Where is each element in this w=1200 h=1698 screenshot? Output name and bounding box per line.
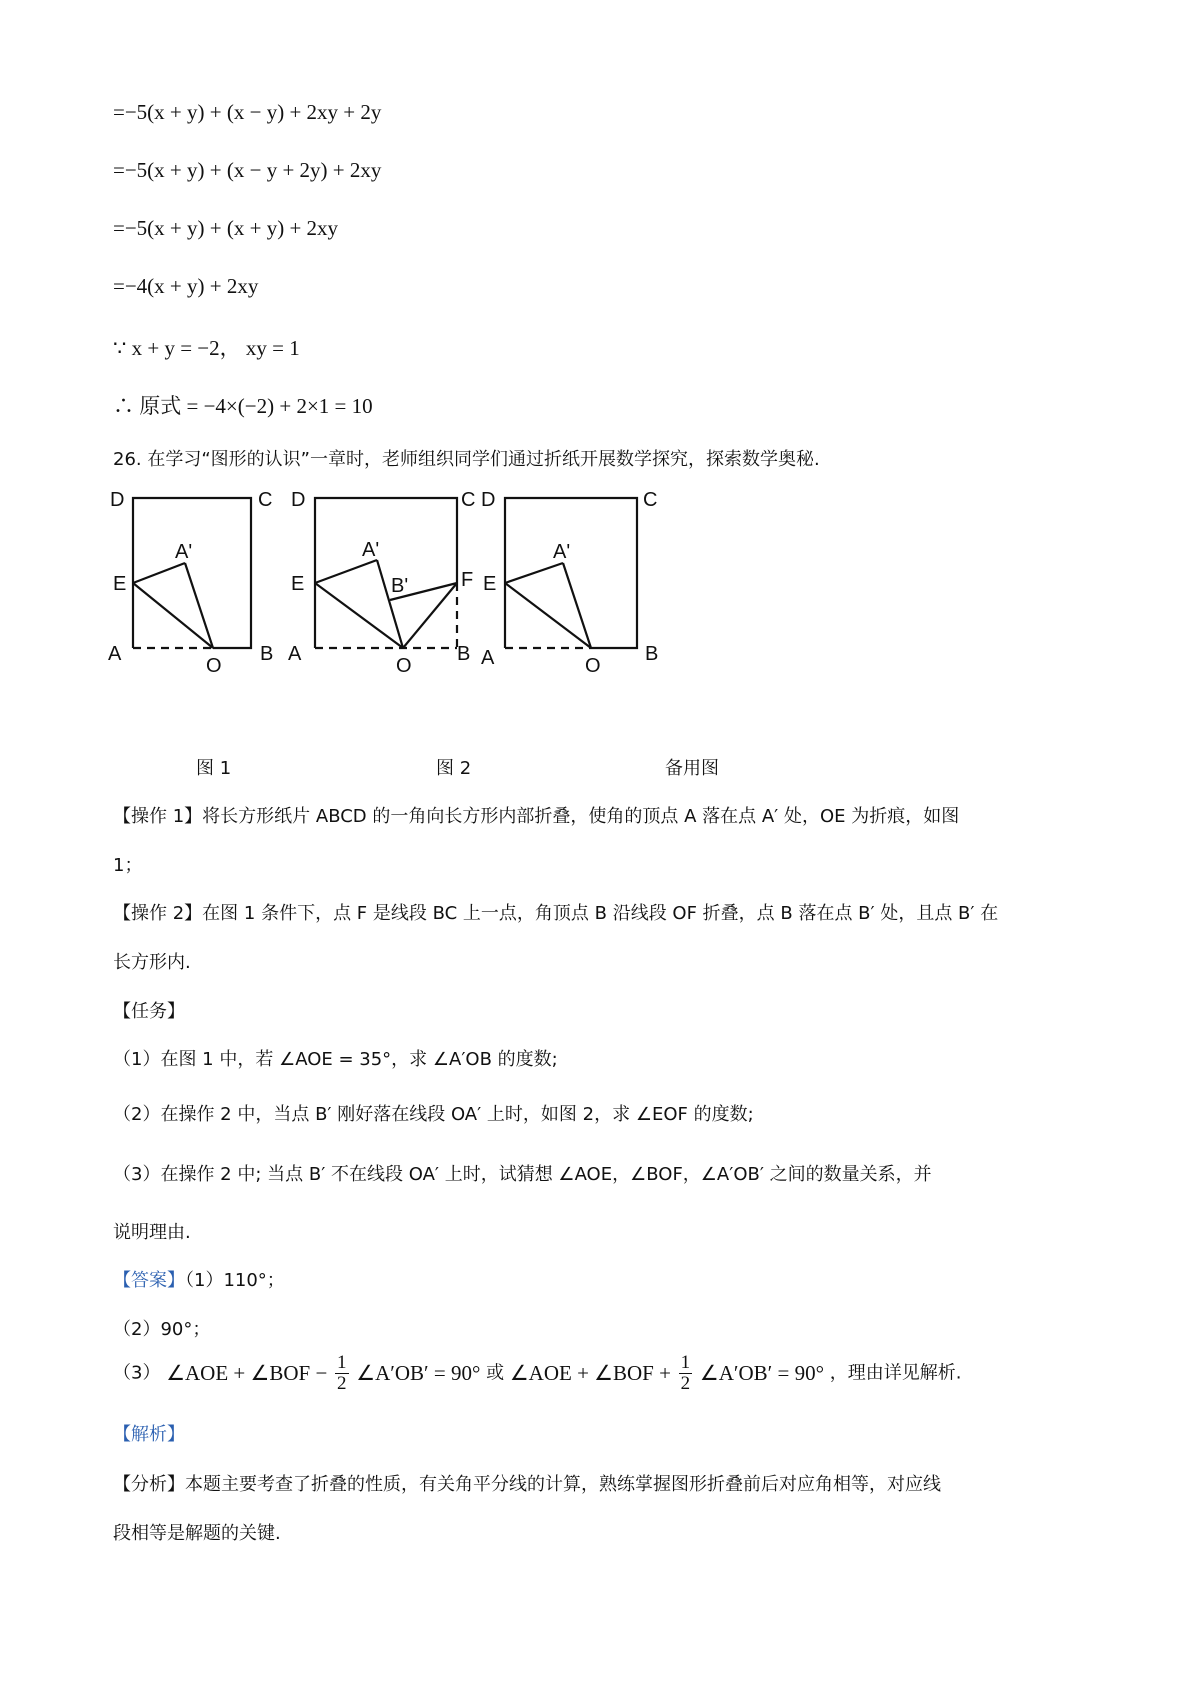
fig1-label-A: A: [108, 643, 122, 665]
derivation-line-2: =−5(x + y) + (x − y + 2y) + 2xy: [113, 158, 382, 182]
answer-3-suffix: ，理由详见解析.: [829, 1362, 962, 1384]
answer-1-row: [113, 1266, 285, 1292]
question-2: （2）在操作 2 中，当点 B′ 刚好落在线段 OA′ 上时，如图 2，求 ∠EOF 的度数;: [113, 1104, 754, 1125]
answer-3-expr2-right: ∠A′OB′ = 90°: [699, 1360, 824, 1385]
operation-2-text: 【操作 2】在图 1 条件下，点 F 是线段 BC 上一点，角顶点 B 沿线段 OF 折叠，点 B 落在点 B′ 处，且点 B′ 在: [113, 903, 999, 924]
fig1-label-D: D: [110, 489, 125, 511]
fig1-label-C: C: [258, 489, 273, 511]
answer-3-half-2: [679, 1353, 693, 1394]
answer-3-expr1-left: ∠AOE + ∠BOF −: [166, 1360, 328, 1385]
fig2-label-Bprime: B': [391, 575, 409, 597]
figure-2-diagram: [315, 498, 457, 648]
figure-1-caption: 图 1: [196, 758, 232, 779]
fig2-label-B: B: [457, 643, 471, 665]
spare-figure-diagram: [505, 498, 637, 648]
operation-1-text: 【操作 1】将长方形纸片 ABCD 的一角向长方形内部折叠，使角的顶点 A 落在点 A′ 处，OE 为折痕，如图: [113, 806, 960, 827]
figure-1-diagram: [133, 498, 251, 648]
fig1-label-Aprime: A': [175, 541, 193, 563]
analysis-text: 【分析】本题主要考查了折叠的性质，有关角平分线的计算，熟练掌握图形折叠前后对应角相等，对应线: [113, 1474, 941, 1495]
fig2-label-E: E: [291, 573, 305, 595]
figure-2-caption: 图 2: [436, 758, 472, 779]
fig2-label-A: A: [288, 643, 302, 665]
answer-3-expr1-right: ∠A′OB′ = 90°: [356, 1360, 481, 1385]
spare-figure-caption: 备用图: [665, 758, 719, 779]
fig2-label-C: C: [461, 489, 476, 511]
fig3-label-O: O: [585, 655, 601, 677]
question-3-cont: 说明理由.: [113, 1222, 191, 1243]
fig2-label-O: O: [396, 655, 412, 677]
derivation-line-5: ∵ x + y = −2， xy = 1: [113, 336, 300, 360]
fig2-label-D: D: [291, 489, 306, 511]
analysis-text-cont: 段相等是解题的关键.: [113, 1523, 281, 1544]
fig3-label-B: B: [645, 643, 659, 665]
answer-3-expr2-left: ∠AOE + ∠BOF +: [509, 1360, 671, 1385]
fig3-label-D: D: [481, 489, 496, 511]
answer-3-prefix: （3）: [113, 1362, 161, 1384]
half-numerator: 1: [680, 1352, 691, 1373]
derivation-line-6: ∴ 原式 = −4×(−2) + 2×1 = 10: [113, 394, 373, 418]
half-denominator: 2: [680, 1372, 691, 1394]
fig1-label-E: E: [113, 573, 127, 595]
task-heading: 【任务】: [113, 1001, 185, 1022]
answer-1: （1）110°；: [185, 1270, 285, 1291]
question-3: （3）在操作 2 中; 当点 B′ 不在线段 OA′ 上时，试猜想 ∠AOE，∠BOF，∠A′OB′ 之间的数量关系，并: [113, 1164, 932, 1185]
half-denominator: 2: [337, 1372, 347, 1394]
derivation-line-3: =−5(x + y) + (x + y) + 2xy: [113, 216, 339, 240]
fig3-label-C: C: [643, 489, 658, 511]
folding-figures: [105, 478, 1095, 683]
fig3-label-E: E: [483, 573, 497, 595]
derivation-line-4: =−4(x + y) + 2xy: [113, 274, 259, 298]
problem-intro: 26. 在学习“图形的认识”一章时，老师组织同学们通过折纸开展数学探究，探索数学奥秘.: [113, 449, 820, 470]
operation-1-text-cont: 1；: [113, 855, 143, 876]
answer-tag: 【答案】: [113, 1270, 185, 1291]
fig1-label-O: O: [206, 655, 222, 677]
fig1-label-B: B: [260, 643, 274, 665]
fig3-label-A: A: [481, 647, 495, 669]
analysis-tag: 【解析】: [113, 1424, 185, 1445]
derivation-line-1: =−5(x + y) + (x − y) + 2xy + 2y: [113, 100, 382, 124]
question-1: （1）在图 1 中，若 ∠AOE = 35°，求 ∠A′OB 的度数;: [113, 1049, 558, 1070]
answer-3-row: [113, 1353, 961, 1394]
fig3-label-Aprime: A': [553, 541, 571, 563]
half-numerator: 1: [337, 1352, 347, 1373]
answer-3-or: 或: [486, 1362, 505, 1384]
answer-3-half-1: [335, 1353, 349, 1394]
answer-2: （2）90°；: [113, 1319, 211, 1340]
operation-2-text-cont: 长方形内.: [113, 952, 191, 973]
fig2-label-Aprime: A': [362, 539, 380, 561]
fig2-label-F: F: [461, 569, 474, 591]
